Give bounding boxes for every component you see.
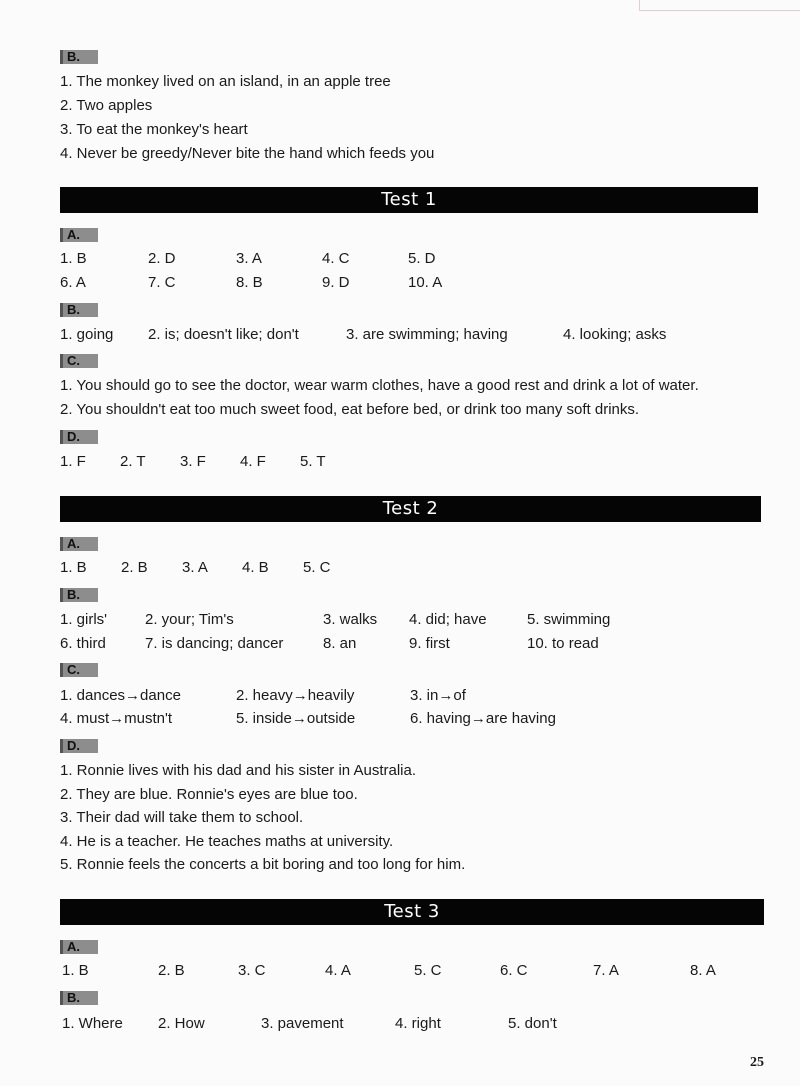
answer-item: 4. B <box>242 559 269 576</box>
answer-item: 4. right <box>395 1015 441 1032</box>
answer-item: 6. A <box>60 274 86 291</box>
answer-item: 3. pavement <box>261 1015 344 1032</box>
answer-item: 2. heavy→heavily <box>236 687 355 704</box>
answer-item: 1. F <box>60 453 86 470</box>
section-label-b: B. <box>60 50 98 64</box>
answer-item: 3. F <box>180 453 206 470</box>
answer-line: 2. They are blue. Ronnie's eyes are blue too. <box>60 786 358 803</box>
answer-item: 8. A <box>690 962 716 979</box>
answer-line: 1. You should go to see the doctor, wear warm clothes, have a good rest and drink a lot of water. <box>60 377 699 394</box>
test3-section-label-a: A. <box>60 940 98 954</box>
answer-item: 9. first <box>409 635 450 652</box>
answer-item: 1. B <box>62 962 89 979</box>
answer-item: 4. F <box>240 453 266 470</box>
page-edge-decoration <box>639 0 800 11</box>
answer-item: 3. walks <box>323 611 378 628</box>
answer-item: 2. your; Tim's <box>145 611 234 628</box>
answer-item: 7. A <box>593 962 619 979</box>
answer-item: 1. dances→dance <box>60 687 181 704</box>
answer-line: 5. Ronnie feels the concerts a bit boring and too long for him. <box>60 856 466 873</box>
answer-item: 1. girls' <box>60 611 108 628</box>
test3-section-label-b: B. <box>60 991 98 1005</box>
answer-item: 3. in→of <box>410 687 466 704</box>
answer-item: 7. is dancing; dancer <box>145 635 284 652</box>
answer-item: 5. inside→outside <box>236 710 356 727</box>
answer-item: 2. is; doesn't like; don't <box>148 326 299 343</box>
answer-item: 10. to read <box>527 635 599 652</box>
answer-item: 6. third <box>60 635 106 652</box>
answer-item: 5. C <box>414 962 442 979</box>
answer-item: 2. D <box>148 250 176 267</box>
answer-item: 2. How <box>158 1015 205 1032</box>
answer-item: 5. swimming <box>527 611 611 628</box>
answer-item: 8. B <box>236 274 263 291</box>
answer-line: 4. He is a teacher. He teaches maths at university. <box>60 833 394 850</box>
answer-line: 2. Two apples <box>60 97 153 114</box>
answer-item: 1. Where <box>62 1015 123 1032</box>
answer-line: 1. Ronnie lives with his dad and his sister in Australia. <box>60 762 417 779</box>
answer-item: 2. B <box>121 559 148 576</box>
answer-item: 1. B <box>60 250 87 267</box>
answer-line: 4. Never be greedy/Never bite the hand which feeds you <box>60 145 435 162</box>
answer-item: 5. D <box>408 250 436 267</box>
answer-item: 6. C <box>500 962 528 979</box>
answer-item: 1. going <box>60 326 114 343</box>
test1-section-label-c: C. <box>60 354 98 368</box>
answer-item: 5. T <box>300 453 326 470</box>
answer-item: 4. must→mustn't <box>60 710 173 727</box>
answer-item: 4. looking; asks <box>563 326 667 343</box>
answer-item: 3. are swimming; having <box>346 326 508 343</box>
test-2-header: Test 2 <box>60 496 761 522</box>
answer-item: 5. C <box>303 559 331 576</box>
answer-item: 8. an <box>323 635 357 652</box>
answer-item: 3. A <box>236 250 262 267</box>
answer-item: 3. C <box>238 962 266 979</box>
answer-line: 2. You shouldn't eat too much sweet food, eat before bed, or drink too many soft drinks. <box>60 401 640 418</box>
test1-section-label-a: A. <box>60 228 98 242</box>
answer-item: 2. B <box>158 962 185 979</box>
test-1-header: Test 1 <box>60 187 758 213</box>
answer-item: 10. A <box>408 274 443 291</box>
test2-section-label-c: C. <box>60 663 98 677</box>
answer-item: 3. A <box>182 559 208 576</box>
test2-section-label-a: A. <box>60 537 98 551</box>
answer-item: 7. C <box>148 274 176 291</box>
answer-line: 1. The monkey lived on an island, in an apple tree <box>60 73 391 90</box>
answer-item: 6. having→are having <box>410 710 556 727</box>
answer-item: 9. D <box>322 274 350 291</box>
test1-section-label-b: B. <box>60 303 98 317</box>
answer-item: 2. T <box>120 453 146 470</box>
answer-line: 3. Their dad will take them to school. <box>60 809 304 826</box>
answer-item: 4. did; have <box>409 611 487 628</box>
page-number: 25 <box>750 1055 764 1070</box>
test2-section-label-b: B. <box>60 588 98 602</box>
answer-item: 4. A <box>325 962 351 979</box>
answer-line: 3. To eat the monkey's heart <box>60 121 248 138</box>
test1-section-label-d: D. <box>60 430 98 444</box>
answer-item: 1. B <box>60 559 87 576</box>
test-3-header: Test 3 <box>60 899 764 925</box>
answer-item: 4. C <box>322 250 350 267</box>
answer-item: 5. don't <box>508 1015 557 1032</box>
test2-section-label-d: D. <box>60 739 98 753</box>
